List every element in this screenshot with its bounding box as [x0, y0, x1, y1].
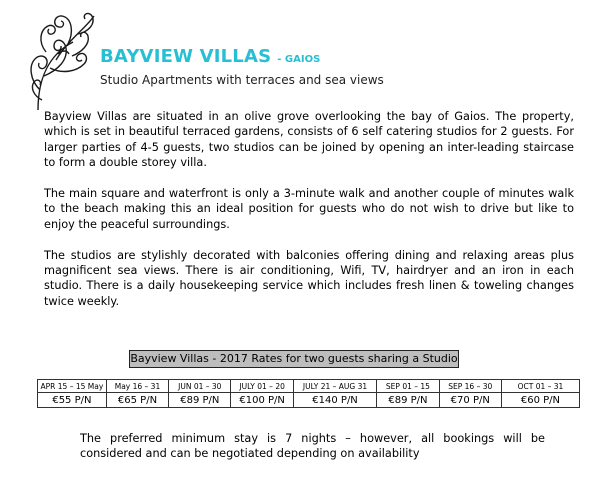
- price-cell: €60 P/N: [501, 393, 579, 408]
- title-row: [100, 46, 320, 67]
- rates-heading: Bayview Villas - 2017 Rates for two guests sharing a Studio: [129, 350, 459, 368]
- tagline: Studio Apartments with terraces and sea views: [100, 73, 384, 87]
- period-cell: JUN 01 – 30: [169, 380, 231, 393]
- period-cell: May 16 – 31: [106, 380, 168, 393]
- minimum-stay-note: The preferred minimum stay is 7 nights – however, all bookings will be considered and can be negotiated depending on availability: [80, 432, 545, 461]
- period-cell: SEP 01 – 15: [377, 380, 439, 393]
- price-cell: €100 P/N: [231, 393, 293, 408]
- period-cell: JULY 21 – AUG 31: [293, 380, 376, 393]
- page-title: BAYVIEW VILLAS: [100, 46, 272, 67]
- price-cell: €55 P/N: [38, 393, 107, 408]
- description-paragraph: The main square and waterfront is only a 3-minute walk and another couple of minutes walk to the beach making this an ideal position for guests who do not wish to drive but like to enjoy the peaceful surroundings.: [44, 187, 574, 231]
- period-cell: SEP 16 – 30: [439, 380, 501, 393]
- description: [44, 109, 574, 325]
- floral-swirl-ornament-icon: [28, 10, 100, 115]
- description-paragraph: The studios are stylishly decorated with balconies offering dining and relaxing areas plus magnificent sea views. There is air conditioning, Wifi, TV, hairdryer and an iron in each studio. There is a daily housekeeping service which includes fresh linen & toweling changes twice weekly.: [44, 248, 574, 308]
- description-paragraph: Bayview Villas are situated in an olive grove overlooking the bay of Gaios. The property, which is set in beautiful terraced gardens, consists of 6 self catering studios for 2 guests. For larger parties of 4-5 guests, two studios can be joined by opening an inter-leading staircase to form a double storey villa.: [44, 110, 574, 170]
- price-cell: €140 P/N: [293, 393, 376, 408]
- period-cell: OCT 01 – 31: [501, 380, 579, 393]
- price-cell: €65 P/N: [106, 393, 168, 408]
- table-row-periods: [38, 380, 580, 393]
- location-label: - GAIOS: [277, 54, 321, 65]
- rates-table: [37, 379, 580, 408]
- price-cell: €89 P/N: [169, 393, 231, 408]
- table-row-prices: [38, 393, 580, 408]
- price-cell: €70 P/N: [439, 393, 501, 408]
- price-cell: €89 P/N: [377, 393, 439, 408]
- period-cell: JULY 01 – 20: [231, 380, 293, 393]
- period-cell: APR 15 – 15 May: [38, 380, 107, 393]
